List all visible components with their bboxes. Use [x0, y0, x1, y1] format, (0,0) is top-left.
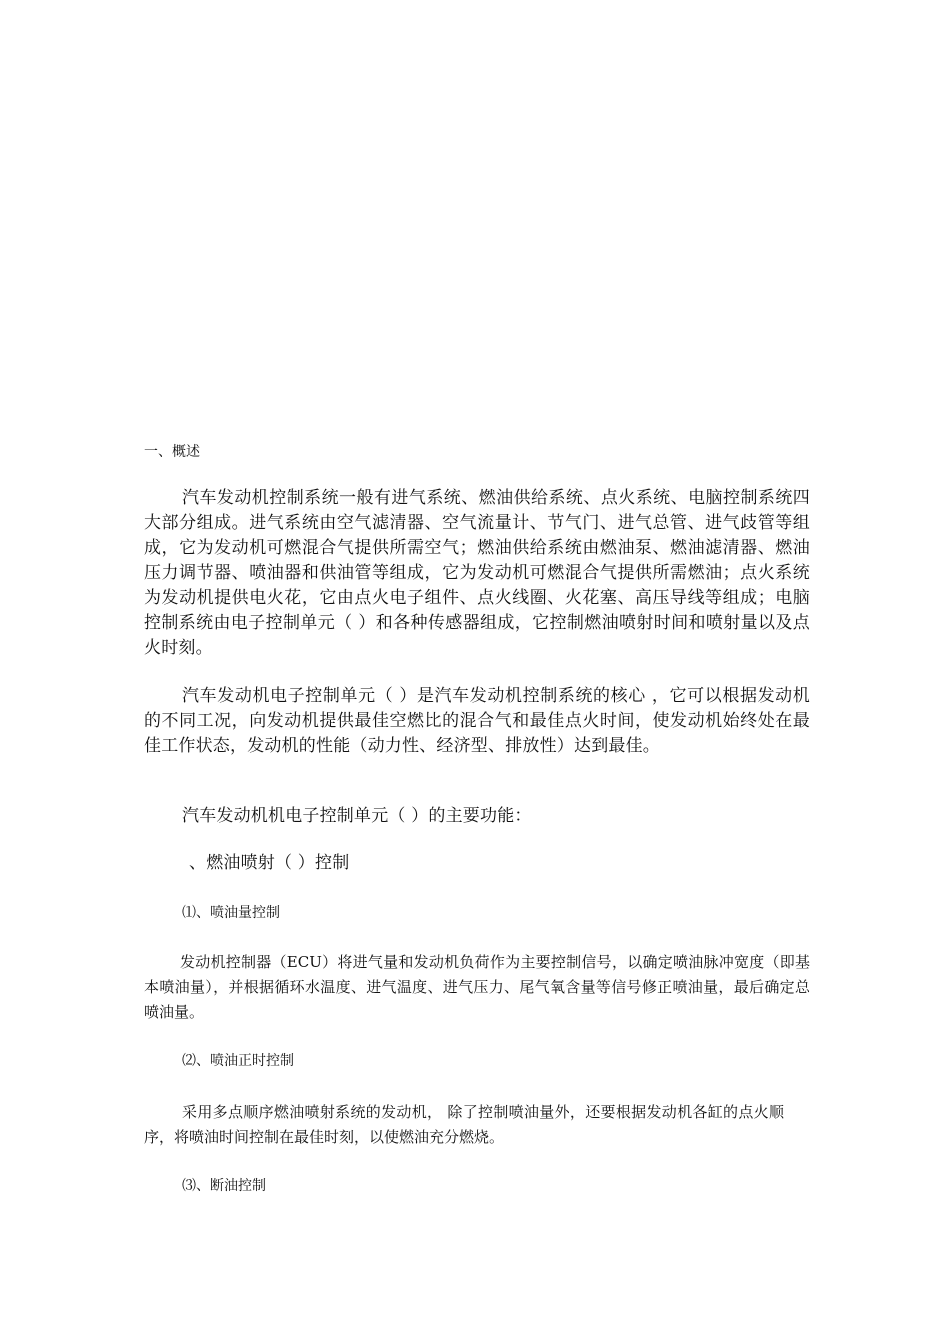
section-heading: 一、概述 [144, 444, 200, 460]
fuel-injection-heading: 、燃油喷射（ ）控制 [189, 853, 350, 873]
item3-heading: ⑶、断油控制 [182, 1178, 266, 1194]
item1-heading: ⑴、喷油量控制 [182, 905, 280, 921]
overview-paragraph: 汽车发动机控制系统一般有进气系统、燃油供给系统、点火系统、电脑控制系统四大部分组成。进气系统由空气滤清器、空气流量计、节气门、进气总管、进气歧管等组成，它为发动机可燃混合气提供所需空气；燃油供给系统由燃油泵、燃油滤清器、燃油压力调节器、喷油器和供油管等组成，它为发动机可燃混合气提供所需燃油；点火系统为发动机提供电火花，它由点火电子组件、点火线圈、火花塞、高压导线等组成；电脑控制系统由电子控制单元（ ）和各种传感器组成，它控制燃油喷射时间和喷射量以及点火时刻。 [144, 488, 810, 658]
item1-paragraph: 发动机控制器（ECU）将进气量和发动机负荷作为主要控制信号，以确定喷油脉冲宽度（即基本喷油量），并根据循环水温度、进气温度、进气压力、尾气氧含量等信号修正喷油量，最后确定总喷油量。 [144, 953, 810, 1021]
item2-paragraph: 采用多点顺序燃油喷射系统的发动机， 除了控制喷油量外，还要根据发动机各缸的点火顺序，将喷油时间控制在最佳时刻，以使燃油充分燃烧。 [144, 1103, 784, 1146]
main-functions-line: 汽车发动机机电子控制单元（ ）的主要功能： [182, 806, 532, 826]
ecu-core-paragraph: 汽车发动机电子控制单元（ ）是汽车发动机控制系统的核心 ，它可以根据发动机的不同工况，向发动机提供最佳空燃比的混合气和最佳点火时间，使发动机始终处在最佳工作状态，发动机的性能（动力性、经济型、排放性）达到最佳。 [144, 686, 810, 756]
item2-heading: ⑵、喷油正时控制 [182, 1053, 294, 1069]
